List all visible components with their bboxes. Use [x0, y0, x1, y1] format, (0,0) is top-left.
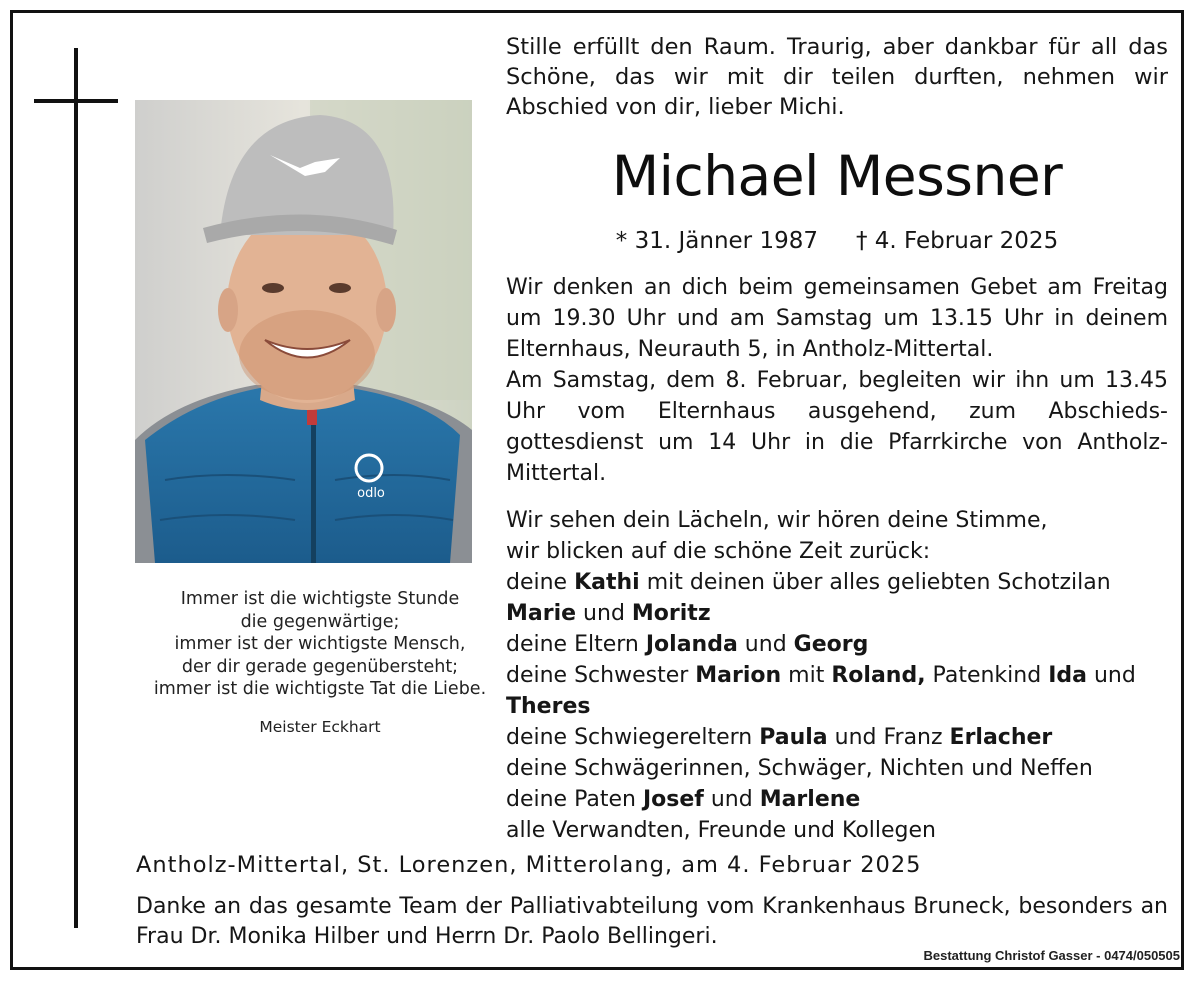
- death-date: † 4. Februar 2025: [855, 228, 1059, 254]
- family-line: alle Verwandten, Freunde und Kollegen: [506, 818, 936, 843]
- family-line: Theres: [506, 694, 591, 719]
- quote: [120, 588, 520, 701]
- cross-horizontal-bar: [34, 99, 118, 103]
- family-line: deine Paten Josef und Marlene: [506, 787, 861, 812]
- quote-line: der dir gerade gegenübersteht;: [181, 656, 459, 677]
- deceased-name: Michael Messner: [611, 144, 1063, 208]
- quote-line: die gegenwärtige;: [240, 611, 400, 632]
- birth-date: * 31. Jänner 1987: [615, 228, 818, 254]
- prayer-info: Wir denken an dich beim gemeinsamen Gebet am Freitag um 19.30 Uhr und am Samstag um 13.15 Uhr in deinem Elternhaus, Neurauth 5, in Antholz-Mittertal.: [506, 275, 1168, 362]
- intro-text: Stille erfüllt den Raum. Traurig, aber dankbar für all das Schöne, das wir mit dir teilen durften, nehmen wir Abschied von dir, lieber Michi.: [506, 34, 1168, 120]
- family-line: Marie und Moritz: [506, 601, 711, 626]
- life-dates: [506, 226, 1168, 256]
- family-list: [506, 505, 1168, 846]
- family-line: deine Schwester Marion mit Roland, Patenkind Ida und: [506, 663, 1136, 688]
- quote-line: immer ist die wichtigste Tat die Liebe.: [153, 679, 487, 699]
- cross-vertical-bar: [74, 48, 78, 928]
- quote-line: immer ist der wichtigste Mensch,: [174, 634, 466, 654]
- family-line: deine Kathi mit deinen über alles geliebten Schotzilan: [506, 570, 1111, 595]
- family-line: Wir sehen dein Lächeln, wir hören deine Stimme,: [506, 508, 1048, 533]
- quote-line: Immer ist die wichtigste Stunde: [180, 589, 460, 609]
- family-line: deine Eltern Jolanda und Georg: [506, 632, 869, 657]
- family-line: deine Schwiegereltern Paula und Franz Erlacher: [506, 725, 1053, 750]
- jacket-logo-text: odlo: [357, 486, 385, 501]
- undertaker-contact: Bestattung Christof Gasser - 0474/050505: [923, 948, 1180, 963]
- family-line: deine Schwägerinnen, Schwäger, Nichten und Neffen: [506, 756, 1093, 781]
- place-date: Antholz-Mittertal, St. Lorenzen, Mitterolang, am 4. Februar 2025: [136, 852, 922, 878]
- quote-author: Meister Eckhart: [259, 718, 381, 736]
- thanks-text: Danke an das gesamte Team der Palliativabteilung vom Krankenhaus Bruneck, besonders an Frau Dr. Monika Hilber und Herrn Dr. Paolo Bellingeri.: [136, 894, 1168, 949]
- portrait-photo: [135, 100, 472, 563]
- family-line: wir blicken auf die schöne Zeit zurück:: [506, 539, 931, 564]
- funeral-info: Am Samstag, dem 8. Februar, begleiten wir ihn um 13.45 Uhr vom Elternhaus ausgehend, zum Abschiedsgottesdienst um 14 Uhr in die Pfarrkirche von Antholz-Mittertal.: [506, 368, 1168, 486]
